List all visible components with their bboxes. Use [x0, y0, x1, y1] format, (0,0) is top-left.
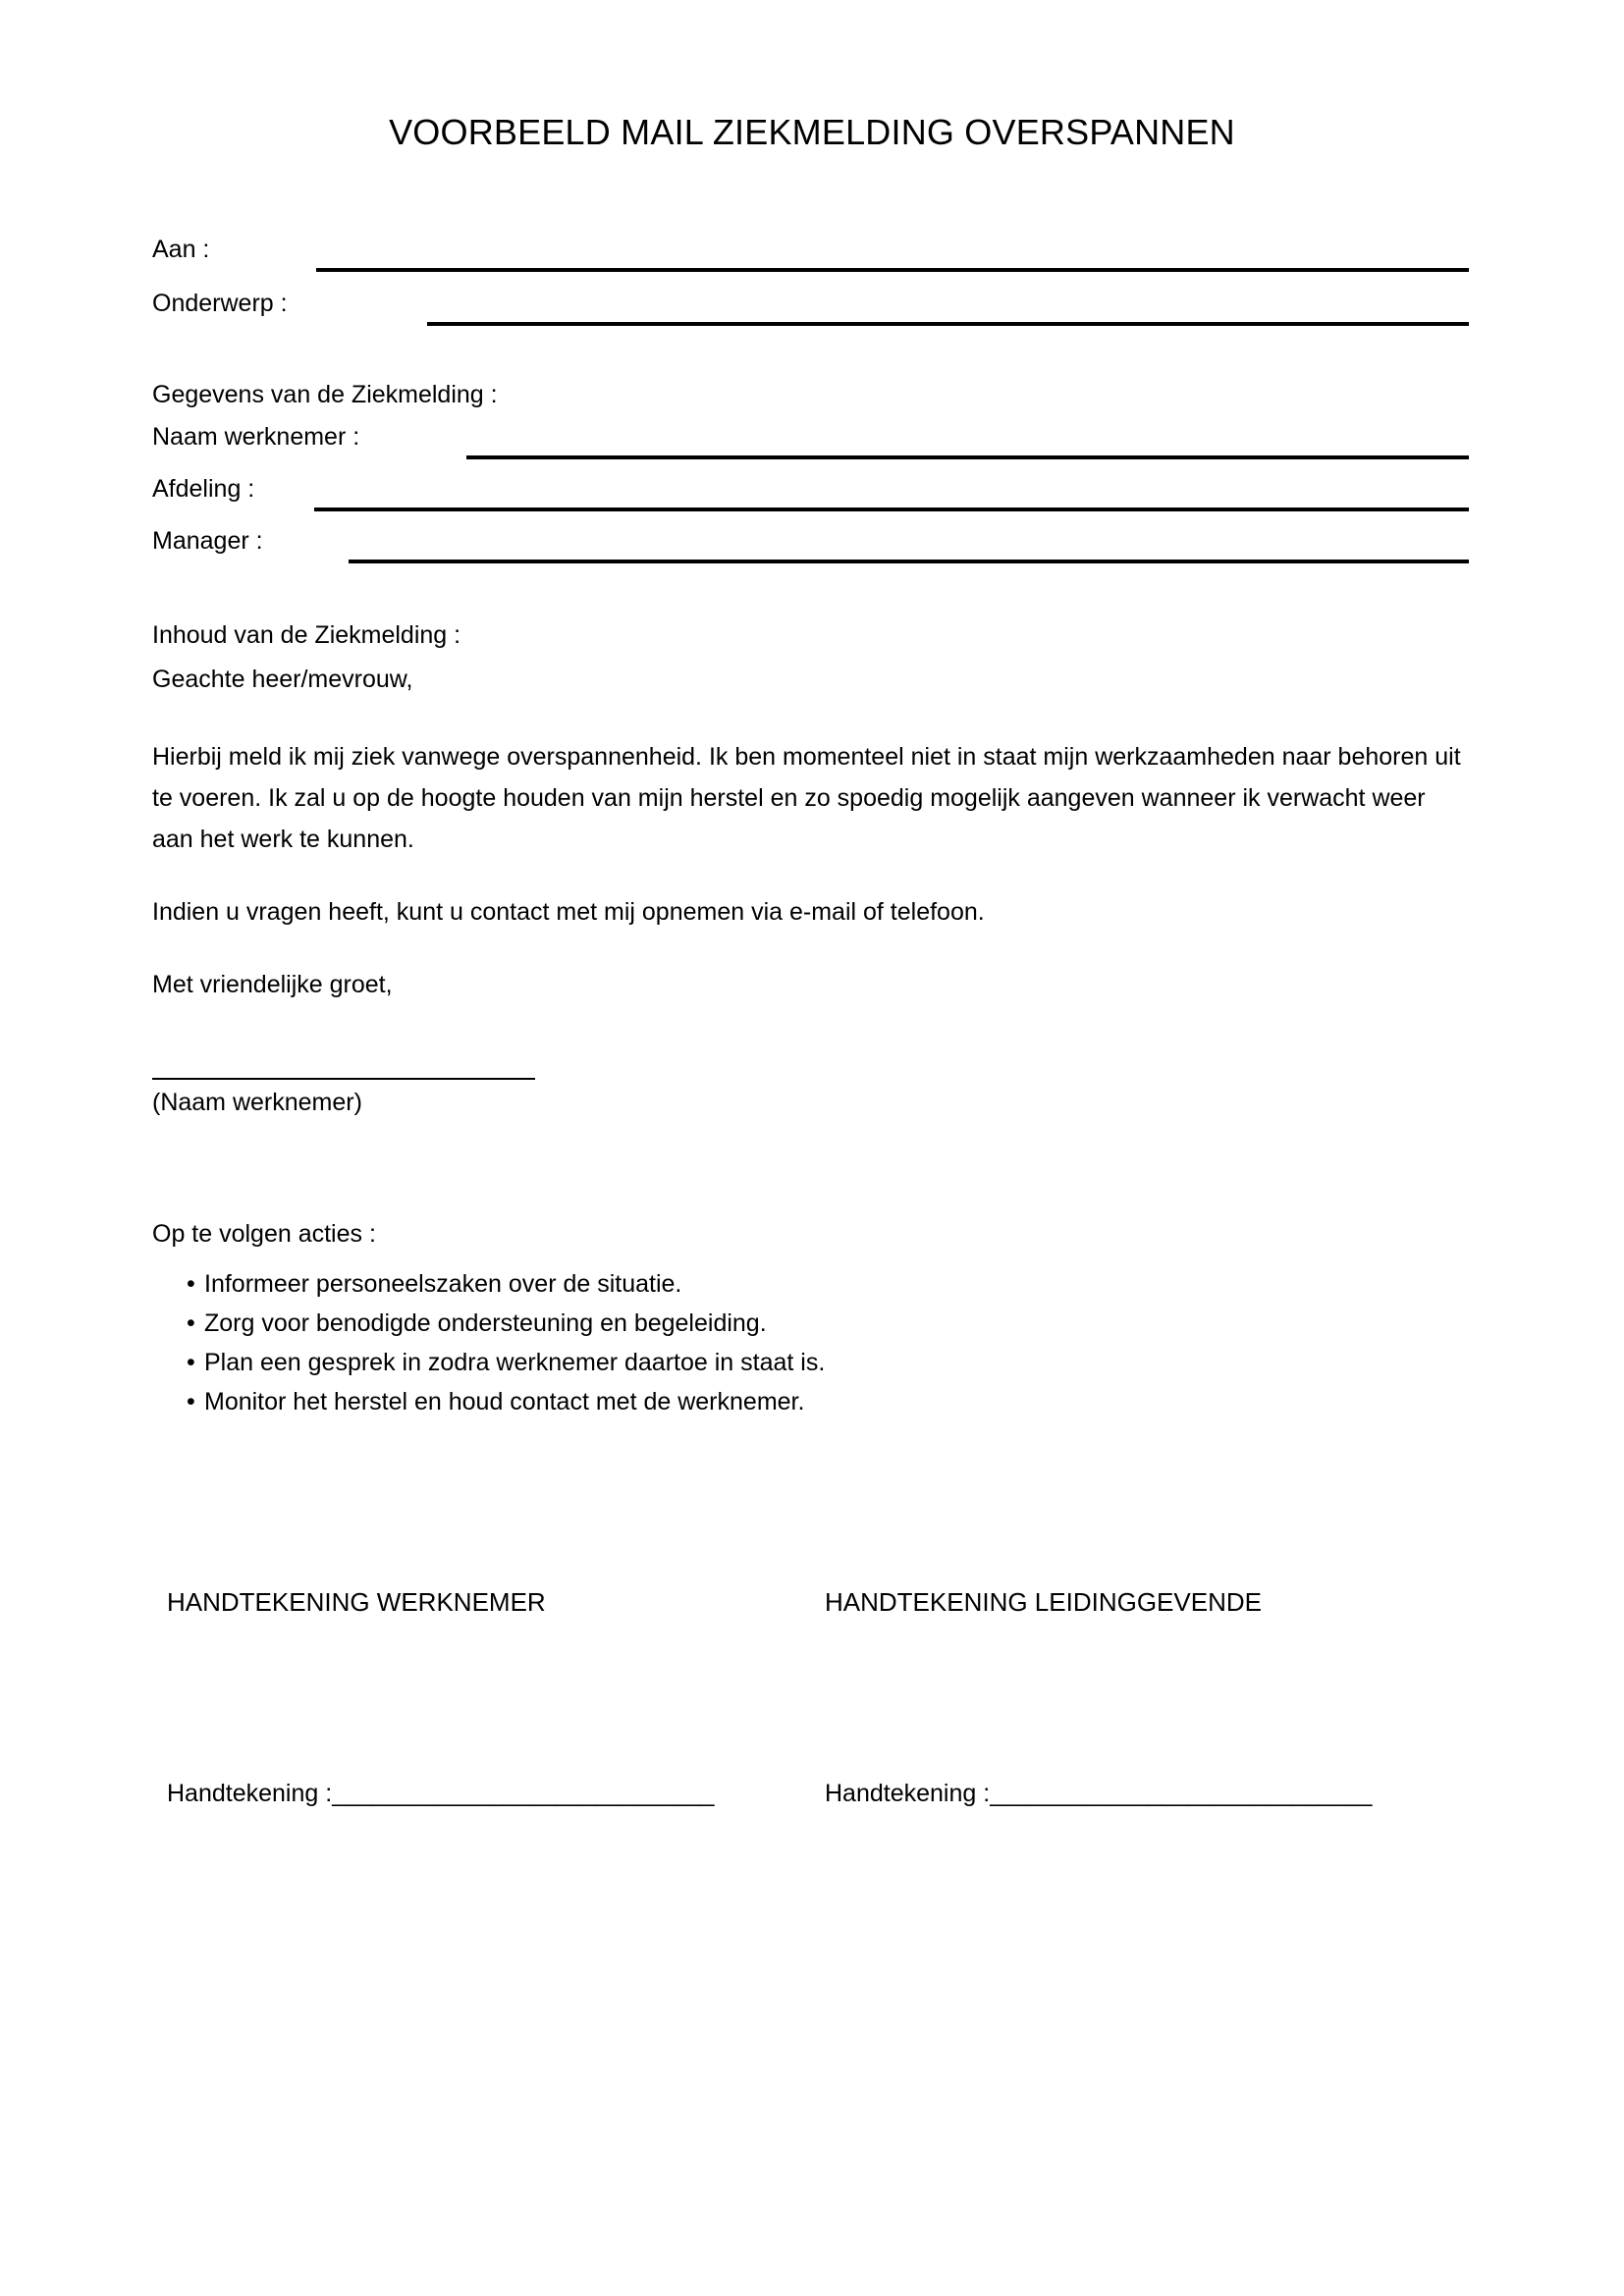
- signature-heading-employee: HANDTEKENING WERKNEMER: [167, 1587, 546, 1617]
- signature-field-supervisor-label: Handtekening :: [825, 1780, 991, 1807]
- actions-heading: Op te volgen acties :: [152, 1220, 376, 1248]
- closing-greeting: Met vriendelijke groet,: [152, 971, 393, 998]
- signature-field-employee[interactable]: [167, 1777, 714, 1810]
- signature-caption: (Naam werknemer): [152, 1089, 362, 1116]
- bullet-icon: •: [187, 1349, 195, 1376]
- field-rule-onderwerp[interactable]: [427, 322, 1469, 326]
- list-item: [187, 1304, 825, 1343]
- field-rule-afdeling[interactable]: [314, 507, 1469, 511]
- list-item: [187, 1382, 825, 1421]
- bullet-icon: •: [187, 1270, 195, 1298]
- signature-field-supervisor[interactable]: [825, 1777, 1372, 1810]
- bullet-icon: •: [187, 1388, 195, 1415]
- field-rule-aan[interactable]: [316, 268, 1469, 272]
- page-title: VOORBEELD MAIL ZIEKMELDING OVERSPANNEN: [389, 112, 1235, 152]
- bullet-icon: •: [187, 1309, 195, 1337]
- actions-list: [187, 1264, 825, 1421]
- list-item-label: Zorg voor benodigde ondersteuning en begeleiding.: [204, 1309, 767, 1337]
- field-label-manager: Manager :: [152, 527, 263, 555]
- list-item: [187, 1343, 825, 1382]
- signature-field-supervisor-blank[interactable]: _____________________________: [990, 1780, 1372, 1807]
- field-row-afdeling: [152, 472, 1472, 517]
- signature-field-employee-blank[interactable]: _____________________________: [332, 1780, 714, 1807]
- field-row-manager: [152, 524, 1472, 569]
- field-label-onderwerp: Onderwerp :: [152, 290, 288, 317]
- list-item-label: Plan een gesprek in zodra werknemer daartoe in staat is.: [204, 1349, 826, 1376]
- field-label-aan: Aan :: [152, 236, 210, 263]
- field-label-naam-werknemer: Naam werknemer :: [152, 423, 360, 451]
- body-paragraph-1: Hierbij meld ik mij ziek vanwege overspannenheid. Ik ben momenteel niet in staat mijn werkzaamheden naar behoren uit te voeren. Ik zal u op de hoogte houden van mijn herstel en zo spoedig mogelijk aangeven wanneer ik verwacht weer aan het werk te kunnen.: [152, 743, 1461, 853]
- field-rule-naam-werknemer[interactable]: [466, 455, 1469, 459]
- field-row-onderwerp: [152, 287, 1472, 332]
- list-item: [187, 1264, 825, 1304]
- salutation: Geachte heer/mevrouw,: [152, 666, 413, 693]
- field-row-naam-werknemer: [152, 420, 1472, 465]
- field-row-aan: [152, 233, 1472, 278]
- body-paragraph-2: Indien u vragen heeft, kunt u contact met mij opnemen via e-mail of telefoon.: [152, 898, 985, 926]
- content-heading: Inhoud van de Ziekmelding :: [152, 621, 461, 649]
- field-label-afdeling: Afdeling :: [152, 475, 255, 503]
- signature-name-rule[interactable]: [152, 1078, 535, 1080]
- signature-heading-supervisor: HANDTEKENING LEIDINGGEVENDE: [825, 1587, 1262, 1617]
- details-heading: Gegevens van de Ziekmelding :: [152, 381, 498, 408]
- list-item-label: Informeer personeelszaken over de situatie.: [204, 1270, 682, 1298]
- list-item-label: Monitor het herstel en houd contact met de werknemer.: [204, 1388, 805, 1415]
- field-rule-manager[interactable]: [349, 560, 1469, 563]
- signature-field-employee-label: Handtekening :: [167, 1780, 333, 1807]
